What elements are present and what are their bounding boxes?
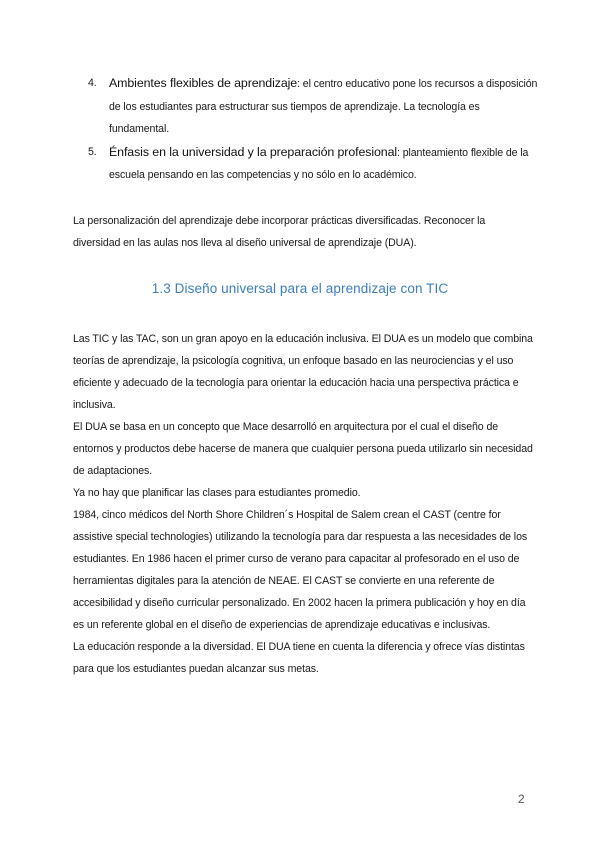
list-item — [88, 72, 538, 141]
body-paragraph: Las TIC y las TAC, son un gran apoyo en la educación inclusiva. El DUA es un modelo que combina teorías de aprendizaje, la psicología cognitiva, un enfoque basado en las neurociencias y el uso eficiente y adecuado de la tecnología para orientar la educación hacia una perspectiva práctica e inclusiva. — [73, 333, 533, 411]
body-paragraph: La educación responde a la diversidad. El DUA tiene en cuenta la diferencia y ofrece vías distintas para que los estudiantes puedan alcanzar sus metas. — [73, 641, 525, 675]
intro-paragraph: La personalización del aprendizaje debe incorporar prácticas diversificadas. Reconocer la diversidad en las aulas nos lleva al diseño universal de aprendizaje (DUA). — [73, 215, 486, 249]
list-number: 4. — [88, 77, 97, 89]
body-paragraph: 1984, cinco médicos del North Shore Children´s Hospital de Salem crean el CAST (centre for assistive special technologies) utilizando la tecnología para dar respuesta a las necesidades de los estudiantes. En 1986 hacen el primer curso de verano para capacitar al profesorado en el uso de herramientas digitales para la atención de NEAE. El CAST se convierte en una referente de accesibilidad y diseño curricular personalizado. En 2002 hacen la primera publicación y hoy en día es un referente global en el diseño de experiencias de aprendizaje educativas e inclusivas. — [73, 509, 528, 631]
list-item-title: Énfasis en la universidad y la preparación profesional — [109, 144, 398, 159]
list-item-text: : el centro educativo pone los recursos a disposición de los estudiantes para estructurar sus tiempos de aprendizaje. La tecnología es fundamental. — [109, 78, 538, 135]
page-number: 2 — [518, 792, 525, 806]
body-paragraph: El DUA se basa en un concepto que Mace desarrolló en arquitectura por el cual el diseño de entornos y productos debe hacerse de manera que cualquier persona pueda utilizarlo sin necesidad de adaptaciones. — [73, 421, 533, 477]
list-item-title: Ambientes flexibles de aprendizaje — [109, 76, 298, 90]
section-heading: 1.3 Diseño universal para el aprendizaje con TIC — [151, 281, 449, 296]
list-number: 5. — [88, 145, 97, 158]
section-body — [73, 328, 533, 680]
list-item — [88, 141, 538, 187]
body-paragraph: Ya no hay que planificar las clases para estudiantes promedio. — [73, 487, 361, 499]
list-item-text: : planteamiento flexible de la escuela pensando en las competencias y no sólo en lo académico. — [109, 146, 529, 181]
numbered-list — [88, 72, 538, 187]
